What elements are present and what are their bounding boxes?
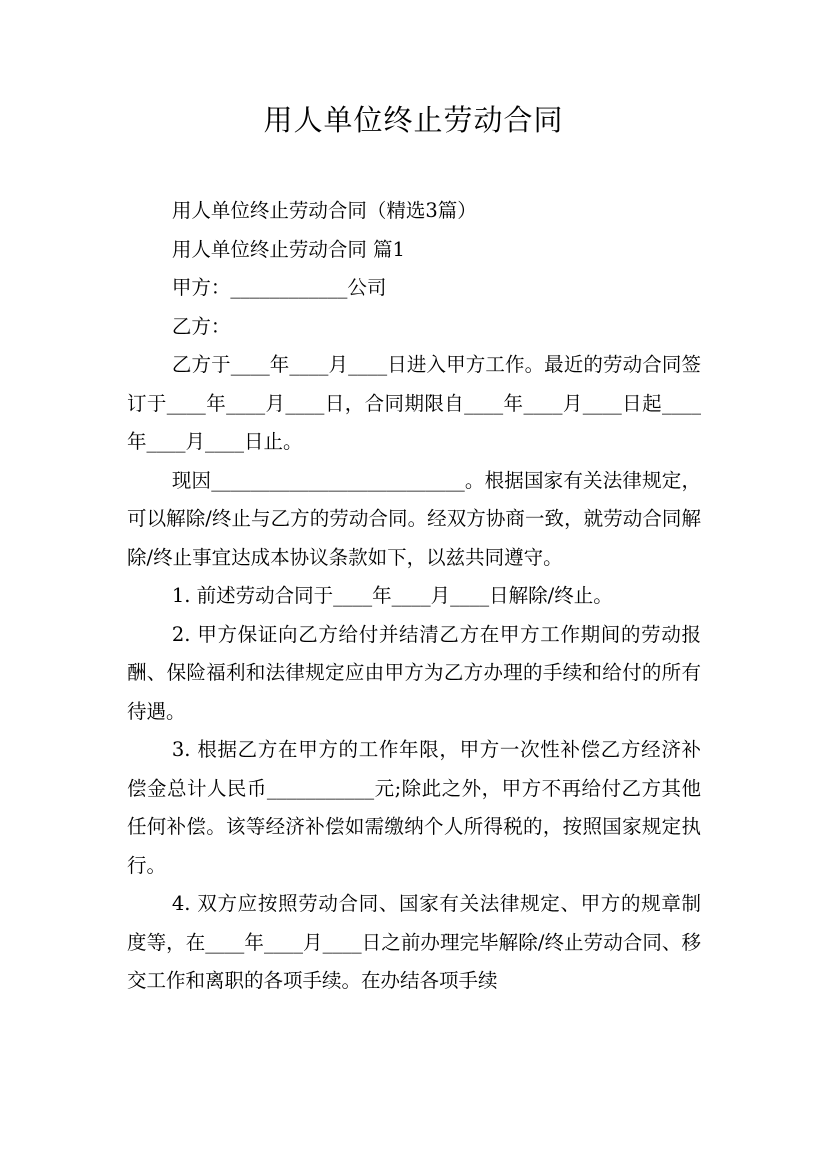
- paragraph-reason: 现因__________________________。根据国家有关法律规定，可以解除/终止与乙方的劳动合同。经双方协商一致，就劳动合同解除/终止事宜达成本协议条款如下，以兹共同遵守。: [127, 468, 701, 569]
- paragraph-subtitle: 用人单位终止劳动合同（精选3篇）: [171, 199, 477, 222]
- paragraph-clause-2: 2. 甲方保证向乙方给付并结清乙方在甲方工作期间的劳动报酬、保险福利和法律规定应由甲方为乙方办理的手续和给付的所有待遇。: [127, 622, 701, 723]
- paragraph-section-heading: 用人单位终止劳动合同 篇1: [171, 237, 405, 261]
- paragraph-party-b: 乙方：: [171, 314, 231, 338]
- paragraph-clause-3: 3. 根据乙方在甲方的工作年限，甲方一次性补偿乙方经济补偿金总计人民币___________元;除此之外，甲方不再给付乙方其他任何补偿。该等经济补偿如需缴纳个人所得税的，按照国家规定执行。: [127, 738, 701, 877]
- paragraph-clause-4: 4. 双方应按照劳动合同、国家有关法律规定、甲方的规章制度等，在____年____月____日之前办理完毕解除/终止劳动合同、移交工作和离职的各项手续。在办结各项手续: [127, 892, 701, 992]
- paragraph-party-a: 甲方：____________公司: [171, 276, 387, 299]
- paragraph-clause-1: 1. 前述劳动合同于____年____月____日解除/终止。: [171, 584, 613, 607]
- document-title: 用人单位终止劳动合同: [263, 103, 564, 137]
- document-body: [127, 192, 701, 1001]
- paragraph-employment-dates: 乙方于____年____月____日进入甲方工作。最近的劳动合同签订于____年____月____日，合同期限自____年____月____日起____年____月____日止。: [127, 353, 701, 453]
